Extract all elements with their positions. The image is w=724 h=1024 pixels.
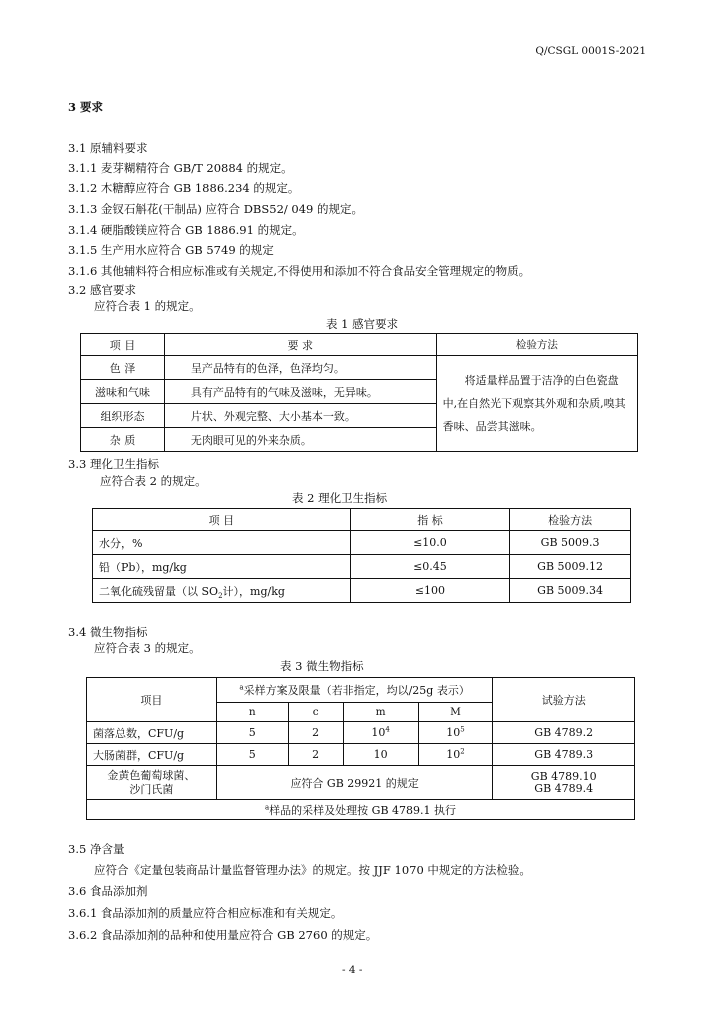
footnote-text: 样品的采样及处理按 GB 4789.1 执行 [269,803,457,817]
sensory-table [80,333,638,452]
so2-label-pre: 二氧化硫残留量（以 SO [99,584,219,598]
table-cell [493,766,635,800]
power-exponent: 5 [460,725,465,734]
table3-header-plan-text: 采样方案及限量（若非指定，均以/25g 表示） [243,684,470,697]
table-cell [93,579,351,603]
clause-3-2: 3.2 感官要求 [68,283,136,297]
clause-3-6-1: 3.6.1 食品添加剂的质量应符合相应标准和有关规定。 [68,906,343,920]
clause-3-5: 3.5 净含量 [68,842,125,856]
table-cell: GB 4789.2 [493,722,635,744]
table-cell [343,744,418,766]
table-cell: 水分，% [93,531,351,555]
clause-3-3: 3.3 理化卫生指标 [68,457,159,471]
table-cell: 具有产品特有的气味及滋味，无异味。 [164,380,436,404]
pathogen-line2: 沙门氏菌 [129,782,174,796]
table-cell: 2 [288,744,343,766]
table-cell [343,722,418,744]
table-cell: GB 5009.34 [510,579,631,603]
clause-3-6-2: 3.6.2 食品添加剂的品种和使用量应符合 GB 2760 的规定。 [68,928,378,942]
table2-header-item: 项 目 [93,509,351,531]
method-line2: GB 4789.4 [534,781,594,795]
table-cell: 色 泽 [81,356,165,380]
physchem-table [92,508,631,603]
power-base: 10 [373,748,388,761]
method-line1: GB 4789.10 [530,769,597,783]
clause-3-1-3: 3.1.3 金钗石斛花(干制品) 应符合 DBS52/ 049 的规定。 [68,202,364,216]
power-base: 10 [446,748,461,761]
table-cell: 菌落总数，CFU/g [87,722,217,744]
table-cell: 铅（Pb），mg/kg [93,555,351,579]
table3-header-plan [216,678,493,703]
clause-3-1-4: 3.1.4 硬脂酸镁应符合 GB 1886.91 的规定。 [68,223,304,237]
table-cell [87,766,217,800]
micro-table [86,677,635,820]
table-cell: ≤0.45 [350,555,509,579]
table3-subheader-c: c [288,703,343,722]
power-exponent: 2 [460,747,465,756]
table2-header-method: 检验方法 [510,509,631,531]
footnote-mark: a [264,802,270,811]
table3-footnote [87,800,635,820]
table3-subheader-n: n [216,703,288,722]
clause-3-3-body: 应符合表 2 的规定。 [100,474,207,488]
table-cell: 5 [216,744,288,766]
table-cell: 杂 质 [81,428,165,452]
clause-3-1-6: 3.1.6 其他辅料符合相应标准或有关规定,不得使用和添加不符合食品安全管理规定的物质。 [68,264,531,278]
table-cell: 滋味和气味 [81,380,165,404]
clause-3-1-5: 3.1.5 生产用水应符合 GB 5749 的规定 [68,243,274,257]
table-cell: 呈产品特有的色泽，色泽均匀。 [164,356,436,380]
clause-3-4: 3.4 微生物指标 [68,625,148,639]
table3-subheader-M: M [418,703,493,722]
power-base: 10 [446,726,461,739]
table1-method: 将适量样品置于洁净的白色瓷盘中,在自然光下观察其外观和杂质,嗅其香味、品尝其滋味。 [436,356,637,452]
so2-label-post: 计），mg/kg [222,584,285,598]
table3-header-item: 项目 [87,678,217,722]
clause-3-1-2: 3.1.2 木糖醇应符合 GB 1886.234 的规定。 [68,181,300,195]
table-cell: 无肉眼可见的外来杂质。 [164,428,436,452]
clause-3-5-body: 应符合《定量包装商品计量监督管理办法》的规定。按 JJF 1070 中规定的方法检验。 [94,863,531,877]
so2-subscript: 2 [218,591,223,600]
table-cell: 大肠菌群，CFU/g [87,744,217,766]
table3-header-method: 试验方法 [493,678,635,722]
table1-header-method: 检验方法 [436,334,637,356]
power-base: 10 [371,726,386,739]
page-number: - 4 - [342,964,363,976]
table-cell: GB 5009.12 [510,555,631,579]
table1-header-requirement: 要 求 [164,334,436,356]
pathogen-line1: 金黄色葡萄球菌、 [107,768,196,782]
clause-3-6: 3.6 食品添加剂 [68,884,148,898]
section-title: 3 要求 [68,100,104,114]
table-cell: 应符合 GB 29921 的规定 [216,766,493,800]
table3-caption: 表 3 微生物指标 [280,659,364,673]
clause-3-1: 3.1 原辅料要求 [68,141,148,155]
table-cell: 2 [288,722,343,744]
table1-header-item: 项 目 [81,334,165,356]
table2-caption: 表 2 理化卫生指标 [292,491,388,505]
table-cell: ≤100 [350,579,509,603]
table1-caption: 表 1 感官要求 [326,317,399,331]
table-cell: 5 [216,722,288,744]
clause-3-4-body: 应符合表 3 的规定。 [94,641,201,655]
table-cell [418,722,493,744]
table-cell: 组织形态 [81,404,165,428]
clause-3-1-1: 3.1.1 麦芽糊精符合 GB/T 20884 的规定。 [68,161,293,175]
table-cell: GB 4789.3 [493,744,635,766]
doc-code: Q/CSGL 0001S-2021 [535,45,646,57]
power-exponent: 4 [385,725,390,734]
table-cell [418,744,493,766]
table-cell: GB 5009.3 [510,531,631,555]
table2-header-value: 指 标 [350,509,509,531]
table-cell: 片状、外观完整、大小基本一致。 [164,404,436,428]
footnote-mark: a [239,683,244,692]
table3-subheader-m: m [343,703,418,722]
clause-3-2-body: 应符合表 1 的规定。 [94,299,201,313]
table-cell: ≤10.0 [350,531,509,555]
